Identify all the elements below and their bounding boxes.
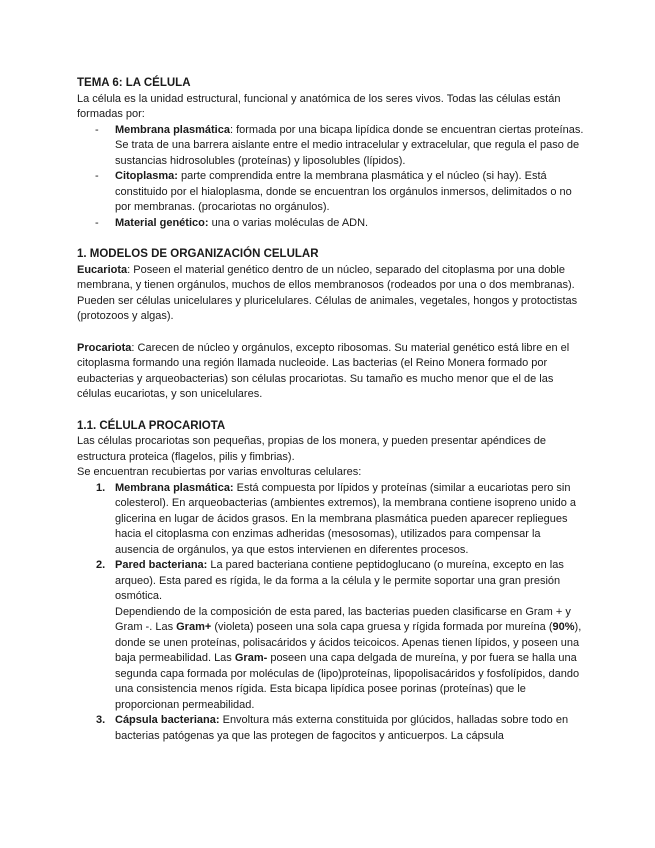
eucariota-paragraph [77, 263, 585, 325]
list-item [77, 123, 585, 170]
gram-text-e: ), donde se unen proteínas, polisacáridos y ácidos teicoicos. Apenas tienen lípidos, y poseen una baja permeabilidad. Las [115, 621, 582, 664]
list-item [77, 713, 585, 744]
gram-text-g: poseen una capa delgada de mureína, y por fuera se halla una segunda capa formada por moléculas de (lipo)proteínas, lipopolisacáridos y fosfolípidos, dando una consistencia menos rígida. Esta bicapa lipídica posee porinas (proteínas) que le proporcionan permeabilidad. [115, 652, 580, 711]
list-item [77, 169, 585, 216]
list-item-term: Membrana plasmática [115, 123, 230, 136]
list-item-text: una o varias moléculas de ADN. [211, 216, 369, 229]
list-item-term: Material genético: [115, 216, 209, 229]
list-marker: - [95, 216, 99, 229]
list-item-term: Pared bacteriana: [115, 559, 208, 571]
list-item-text: La pared bacteriana contiene peptidoglucano (o mureína, excepto en las arqueo). Esta pared es rígida, le da forma a la célula y le permite soportar una gran presión osmótica. [115, 559, 564, 602]
list-item-term: Citoplasma: [115, 170, 178, 182]
list-number: 3. [96, 714, 106, 726]
list-item [77, 481, 585, 559]
list-marker: - [95, 170, 99, 182]
document-title: TEMA 6: LA CÉLULA [77, 77, 191, 89]
list-item-term: Cápsula bacteriana: [115, 714, 220, 726]
list-item [77, 216, 585, 232]
section-heading: 1. MODELOS DE ORGANIZACIÓN CELULAR [77, 248, 319, 260]
list-item-separator: : [229, 123, 237, 136]
mureina-percent: 90% [552, 621, 575, 633]
intro-paragraph: La célula es la unidad estructural, funcional y anatómica de los seres vivos. Todas las células están formadas por: [77, 92, 561, 120]
eucariota-text: : Poseen el material genético dentro de un núcleo, separado del citoplasma por una doble membrana, y tienen orgánulos, muchos de ellos membranosos (rodeados por una o dos membranas). Pueden ser células unicelulares y pluricelulares. Células de animales, vegetales, hongos y protoctistas (protozoos y algas). [77, 263, 578, 322]
eucariota-term: Eucariota [77, 263, 128, 276]
list-item-text: Envoltura más externa constituida por glúcidos, halladas sobre todo en bacterias patógenas ya que las protegen de fagocitos y anticuerpos. La cápsula [115, 714, 569, 742]
list-number: 1. [96, 481, 106, 494]
procariota-paragraph [77, 341, 585, 403]
list-number: 2. [96, 559, 106, 571]
envolturas-intro-paragraph: Se encuentran recubiertas por varias envolturas celulares: [77, 466, 362, 478]
cell-components-list [77, 123, 585, 232]
list-item-text: parte comprendida entre la membrana plasmática y el núcleo (si hay). Está constituido por el hialoplasma, donde se encuentran los orgánulos inmersos, delimitados o no por membranas. (procariotas no orgánulos). [115, 170, 572, 213]
list-item-text: formada por una bicapa lipídica donde se encuentran ciertas proteínas. Se trata de una barrera aislante entre el medio intracelular y extracelular, que regula el paso de sustancias hidrosolubles (proteínas) y liposolubles (lípidos). [115, 123, 584, 167]
list-item [77, 558, 585, 713]
procariota-text: : Carecen de núcleo y orgánulos, excepto ribosomas. Su material genético está libre en el citoplasma formando una región llamada nucleoide. Las bacterias (el Reino Monera formado por eubacterias y arqueobacterias) son células procariotas. Su tamaño es mucho menor que el de las células eucariotas, y son unicelulares. [77, 341, 570, 400]
list-marker: - [95, 123, 99, 136]
gram-text-c: (violeta) poseen una sola capa gruesa y rígida formada por mureína ( [211, 621, 553, 633]
envolturas-list [77, 481, 585, 745]
list-item-text: Está compuesta por lípidos y proteínas (similar a eucariotas pero sin colesterol). En arqueobacterias (ambientes extremos), la membrana contiene isopreno unido a glicerina en lugar de ácidos grasos. En la membrana plasmática pueden aparecer repliegues hacia el citoplasma con enzimas adheridas (mesosomas), utilizados para compensar la ausencia de orgánulos, ya que estos intervienen en diferentes procesos. [115, 481, 577, 556]
gram-negative-term: Gram- [234, 652, 268, 664]
procariota-intro-paragraph: Las células procariotas son pequeñas, propias de los monera, y pueden presentar apéndices de estructura proteica (flagelos, pilis y fimbrias). [77, 435, 547, 463]
gram-positive-term: Gram+ [176, 621, 212, 633]
list-item-term: Membrana plasmática: [115, 481, 234, 494]
subsection-heading: 1.1. CÉLULA PROCARIOTA [77, 419, 226, 432]
gram-text-a: Dependiendo de la composición de esta pared, las bacterias pueden clasificarse en Gram + y Gram -. Las [115, 605, 571, 633]
procariota-term: Procariota [77, 341, 132, 354]
